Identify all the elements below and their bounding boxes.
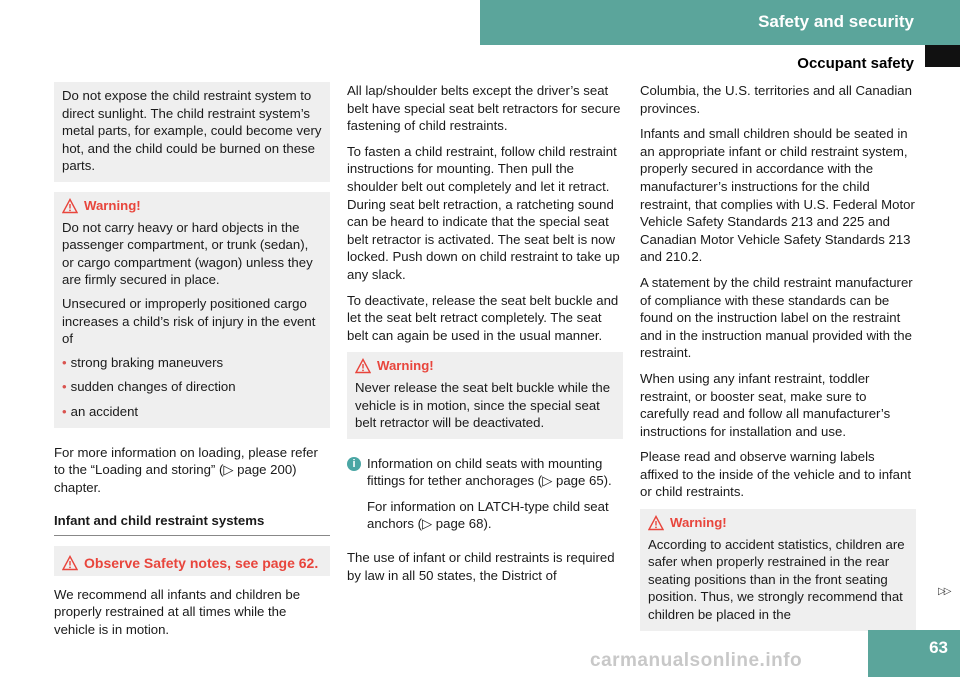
law-continued-paragraph: Columbia, the U.S. territories and all Canadian provinces. (640, 83, 912, 116)
warning-title-text: Warning! (670, 515, 727, 531)
recommend-paragraph: We recommend all infants and children be properly restrained at all times while the vehicle is in motion. (54, 586, 301, 638)
section-heading: Infant and child restraint systems (54, 512, 330, 536)
page-number-box (868, 630, 960, 677)
column-2 (347, 82, 623, 592)
warning-box-cargo (54, 192, 330, 428)
warning-triangle-icon (648, 515, 664, 531)
column-1 (54, 82, 330, 647)
warning-box-statistics (640, 509, 916, 631)
bullet-dot-icon: • (62, 354, 67, 370)
labels-paragraph: Please read and observe warning labels affixed to the inside of the vehicle and to infant or child restraints. (640, 449, 912, 500)
bullet-text: sudden changes of direction (70, 379, 236, 395)
bullet-item (62, 378, 322, 396)
watermark: carmanualsonline.info (590, 650, 803, 671)
seating-paragraph: Infants and small children should be seated in an appropriate infant or child restraint system, properly secured in accordance with the manufacturer’s instructions for the child restraint, that complies with U.S. Federal Motor Vehicle Safety Standards 213 and 225 and Canadian Motor Vehicle Safety Standards 213 and 210.2. (640, 126, 915, 265)
page-number: 63 (929, 638, 948, 657)
warning-bullet-list (62, 354, 322, 421)
info-para-tether[interactable]: Information on child seats with mounting fittings for tether anchorages (▷ page 65). (367, 455, 612, 489)
continue-arrows-icon: ▷▷ (938, 586, 950, 597)
bullet-item (62, 354, 322, 372)
warning-triangle-icon (62, 555, 78, 571)
warning-triangle-icon (62, 198, 78, 214)
instructions-paragraph: When using any infant restraint, toddler restraint, or booster seat, make sure to carefully read and follow all manufacturer’s instructions for installation and use. (640, 370, 891, 439)
deactivate-paragraph: To deactivate, release the seat belt buckle and let the seat belt retract completely. The seat belt can again be used in the usual manner. (347, 292, 619, 343)
header-tab-marker (925, 45, 960, 67)
safety-note-text[interactable]: Observe Safety notes, see page 62. (84, 554, 319, 571)
safety-note-box (54, 546, 330, 576)
fasten-paragraph: To fasten a child restraint, follow child restraint instructions for mounting. Then pull the shoulder belt out completely and let it retract. During seat belt retraction, a ratcheting sound can be heard to indicate that the special seat belt retractor is activated. The seat belt is now locked. Push down on child restraint to take up any slack. (347, 143, 620, 282)
bullet-text: an accident (70, 403, 139, 419)
warning-title (355, 357, 615, 375)
warning-title-text: Warning! (377, 358, 434, 374)
warning-title (648, 514, 908, 532)
info-icon: i (347, 457, 361, 471)
warning-para-2: Unsecured or improperly positioned cargo increases a child’s risk of injury in the event of (62, 295, 316, 347)
compliance-paragraph: A statement by the child restraint manufacturer of compliance with these standards can be found on the instruction label on the restraint and in the instruction manual provided with the restraint. (640, 274, 913, 361)
warning-para-1: Do not carry heavy or hard objects in the passenger compartment, or trunk (sedan), or cargo compartment (wagon) unless they are firmly secured in place. (62, 219, 313, 288)
safety-note (62, 554, 322, 572)
column-3 (640, 82, 916, 641)
law-paragraph: The use of infant or child restraints is required by law in all 50 states, the District of (347, 550, 615, 583)
info-para-latch[interactable]: For information on LATCH-type child seat anchors (▷ page 68). (367, 498, 609, 532)
info-body (367, 455, 623, 541)
warning-triangle-icon (355, 358, 371, 374)
info-block (347, 455, 623, 541)
loading-paragraph: For more information on loading, please refer to the “Loading and storing” (▷ page 200) chapter. (54, 444, 318, 495)
warning-title (62, 197, 322, 215)
bullet-dot-icon: • (62, 379, 67, 395)
warning-text: According to accident statistics, children are safer when properly restrained in the rear seating positions than in the front seating position. Thus, we strongly recommend that children be placed in the (648, 536, 905, 623)
warning-box-buckle (347, 352, 623, 438)
note-text: Do not expose the child restraint system to direct sunlight. The child restraint system’s metal parts, for example, could become very hot, and the child could be burned on these parts. (62, 88, 322, 174)
warning-text: Never release the seat belt buckle while the vehicle is in motion, since the special seat belt retractor will be deactivated. (355, 379, 611, 431)
section-title: Safety and security (758, 12, 914, 31)
bullet-dot-icon: • (62, 403, 67, 419)
bullet-text: strong braking maneuvers (70, 354, 224, 370)
bullet-item (62, 403, 322, 421)
warning-title-text: Warning! (84, 197, 141, 213)
retractor-paragraph: All lap/shoulder belts except the driver’s seat belt have special seat belt retractors for secure fastening of child restraints. (347, 83, 621, 134)
subsection-title: Occupant safety (797, 55, 914, 72)
note-box (54, 82, 330, 182)
